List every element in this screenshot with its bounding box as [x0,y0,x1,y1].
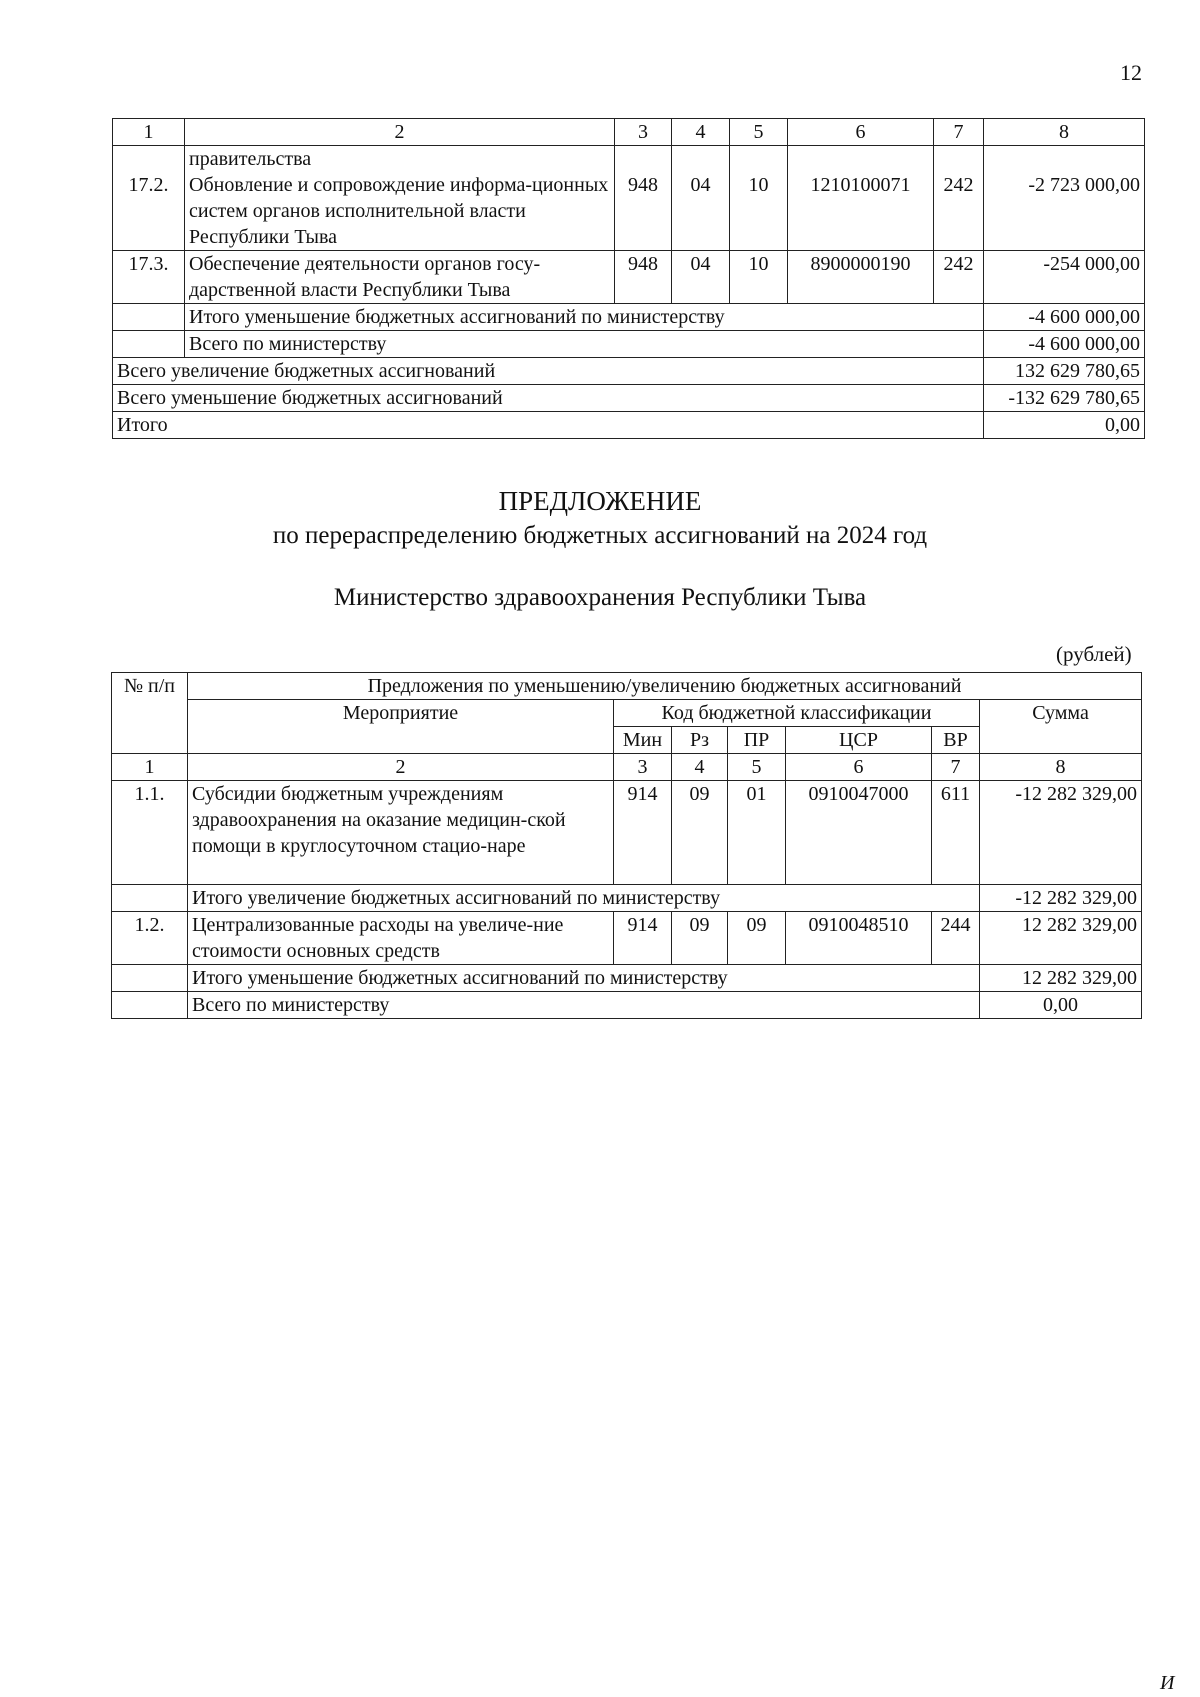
proposal-subtitle: по перераспределению бюджетных ассигнований на 2024 год [272,522,928,549]
header-rz: Рз [672,727,728,754]
header-sum: Сумма [980,700,1142,754]
header-row-1 [112,673,1142,700]
decrease-value: -132 629 780,65 [984,385,1145,412]
header-csr: ЦСР [786,727,932,754]
code-vr: 244 [932,912,980,965]
col-num-6: 6 [786,754,932,781]
proposal-table [111,672,1142,1019]
grand-total-label: Итого [113,412,984,439]
col-num-4: 4 [672,754,728,781]
amount: -254 000,00 [984,251,1145,304]
ministry-total-label: Всего по министерству [188,992,980,1019]
code-vr: 242 [934,172,984,251]
col-num-1: 1 [112,754,188,781]
code-min: 948 [615,251,672,304]
header-proposals: Предложения по уменьшению/увеличению бюджетных ассигнований [188,673,1142,700]
col-num-8: 8 [980,754,1142,781]
proposal-title: ПРЕДЛОЖЕНИЕ [498,486,702,516]
units-label: (рублей) [1056,642,1132,666]
code-min: 948 [615,172,672,251]
subtotal-value: -12 282 329,00 [980,885,1142,912]
code-csr: 0910047000 [786,781,932,885]
continuation-row [113,146,1145,173]
subtotal-row [112,965,1142,992]
col-num-2: 2 [188,754,614,781]
event-name: Обеспечение деятельности органов госу-дарственной власти Республики Тыва [185,251,615,304]
code-csr: 1210100071 [788,172,934,251]
event-name: Субсидии бюджетным учреждениям здравоохранения на оказание медицин-ской помощи в круглосуточном стацио-наре [188,781,614,885]
ministry-total-label: Всего по министерству [185,331,984,358]
code-pr: 01 [728,781,786,885]
code-csr: 8900000190 [788,251,934,304]
table-row [113,251,1145,304]
header-code: Код бюджетной классификации [614,700,980,727]
row-number: 1.2. [112,912,188,965]
code-pr: 09 [728,912,786,965]
grand-total-value: 0,00 [984,412,1145,439]
header-row-2 [112,700,1142,727]
code-rz: 09 [672,912,728,965]
code-rz: 04 [672,251,730,304]
table-row [112,912,1142,965]
code-pr: 10 [730,251,788,304]
allocation-table-continued [112,118,1145,439]
code-vr: 242 [934,251,984,304]
col-num-7: 7 [932,754,980,781]
table-row [112,781,1142,885]
ministry-total-value: -4 600 000,00 [984,331,1145,358]
col-num-6: 6 [788,119,934,146]
col-num-5: 5 [730,119,788,146]
row-number: 1.1. [112,781,188,885]
code-vr: 611 [932,781,980,885]
subtotal-label: Итого уменьшение бюджетных ассигнований по министерству [188,965,980,992]
amount: 12 282 329,00 [980,912,1142,965]
increase-value: 132 629 780,65 [984,358,1145,385]
header-min: Мин [614,727,672,754]
header-vr: ВР [932,727,980,754]
header-pr: ПР [728,727,786,754]
code-csr: 0910048510 [786,912,932,965]
col-num-3: 3 [615,119,672,146]
col-num-5: 5 [728,754,786,781]
col-num-3: 3 [614,754,672,781]
amount: -12 282 329,00 [980,781,1142,885]
col-num-1: 1 [113,119,185,146]
code-min: 914 [614,781,672,885]
col-num-8: 8 [984,119,1145,146]
continuation-text: правительства [185,146,615,173]
table-row [113,172,1145,251]
subtotal-label: Итого увеличение бюджетных ассигнований по министерству [188,885,980,912]
ministry-total-value: 0,00 [980,992,1142,1019]
event-name: Централизованные расходы на увеличе-ние стоимости основных средств [188,912,614,965]
ministry-total-row [113,331,1145,358]
page-number: 12 [1120,60,1142,85]
decrease-label: Всего уменьшение бюджетных ассигнований [113,385,984,412]
increase-label: Всего увеличение бюджетных ассигнований [113,358,984,385]
code-rz: 09 [672,781,728,885]
subtotal-label: Итого уменьшение бюджетных ассигнований по министерству [185,304,984,331]
subtotal-row [112,885,1142,912]
code-rz: 04 [672,172,730,251]
ministry-total-row [112,992,1142,1019]
row-number: 17.3. [113,251,185,304]
amount: -2 723 000,00 [984,172,1145,251]
column-number-row [112,754,1142,781]
subtotal-value: 12 282 329,00 [980,965,1142,992]
col-num-2: 2 [185,119,615,146]
increase-total-row [113,358,1145,385]
grand-total-row [113,412,1145,439]
col-num-7: 7 [934,119,984,146]
subtotal-value: -4 600 000,00 [984,304,1145,331]
header-num: № п/п [112,673,188,754]
decrease-total-row [113,385,1145,412]
code-pr: 10 [730,172,788,251]
col-num-4: 4 [672,119,730,146]
ministry-name: Министерство здравоохранения Республики Тыва [333,584,867,611]
corner-mark: И [1160,1672,1175,1694]
column-number-row [113,119,1145,146]
subtotal-row [113,304,1145,331]
row-number: 17.2. [113,172,185,251]
code-min: 914 [614,912,672,965]
header-event: Мероприятие [188,700,614,754]
event-name: Обновление и сопровождение информа-ционных систем органов исполнительной власти Республики Тыва [185,172,615,251]
